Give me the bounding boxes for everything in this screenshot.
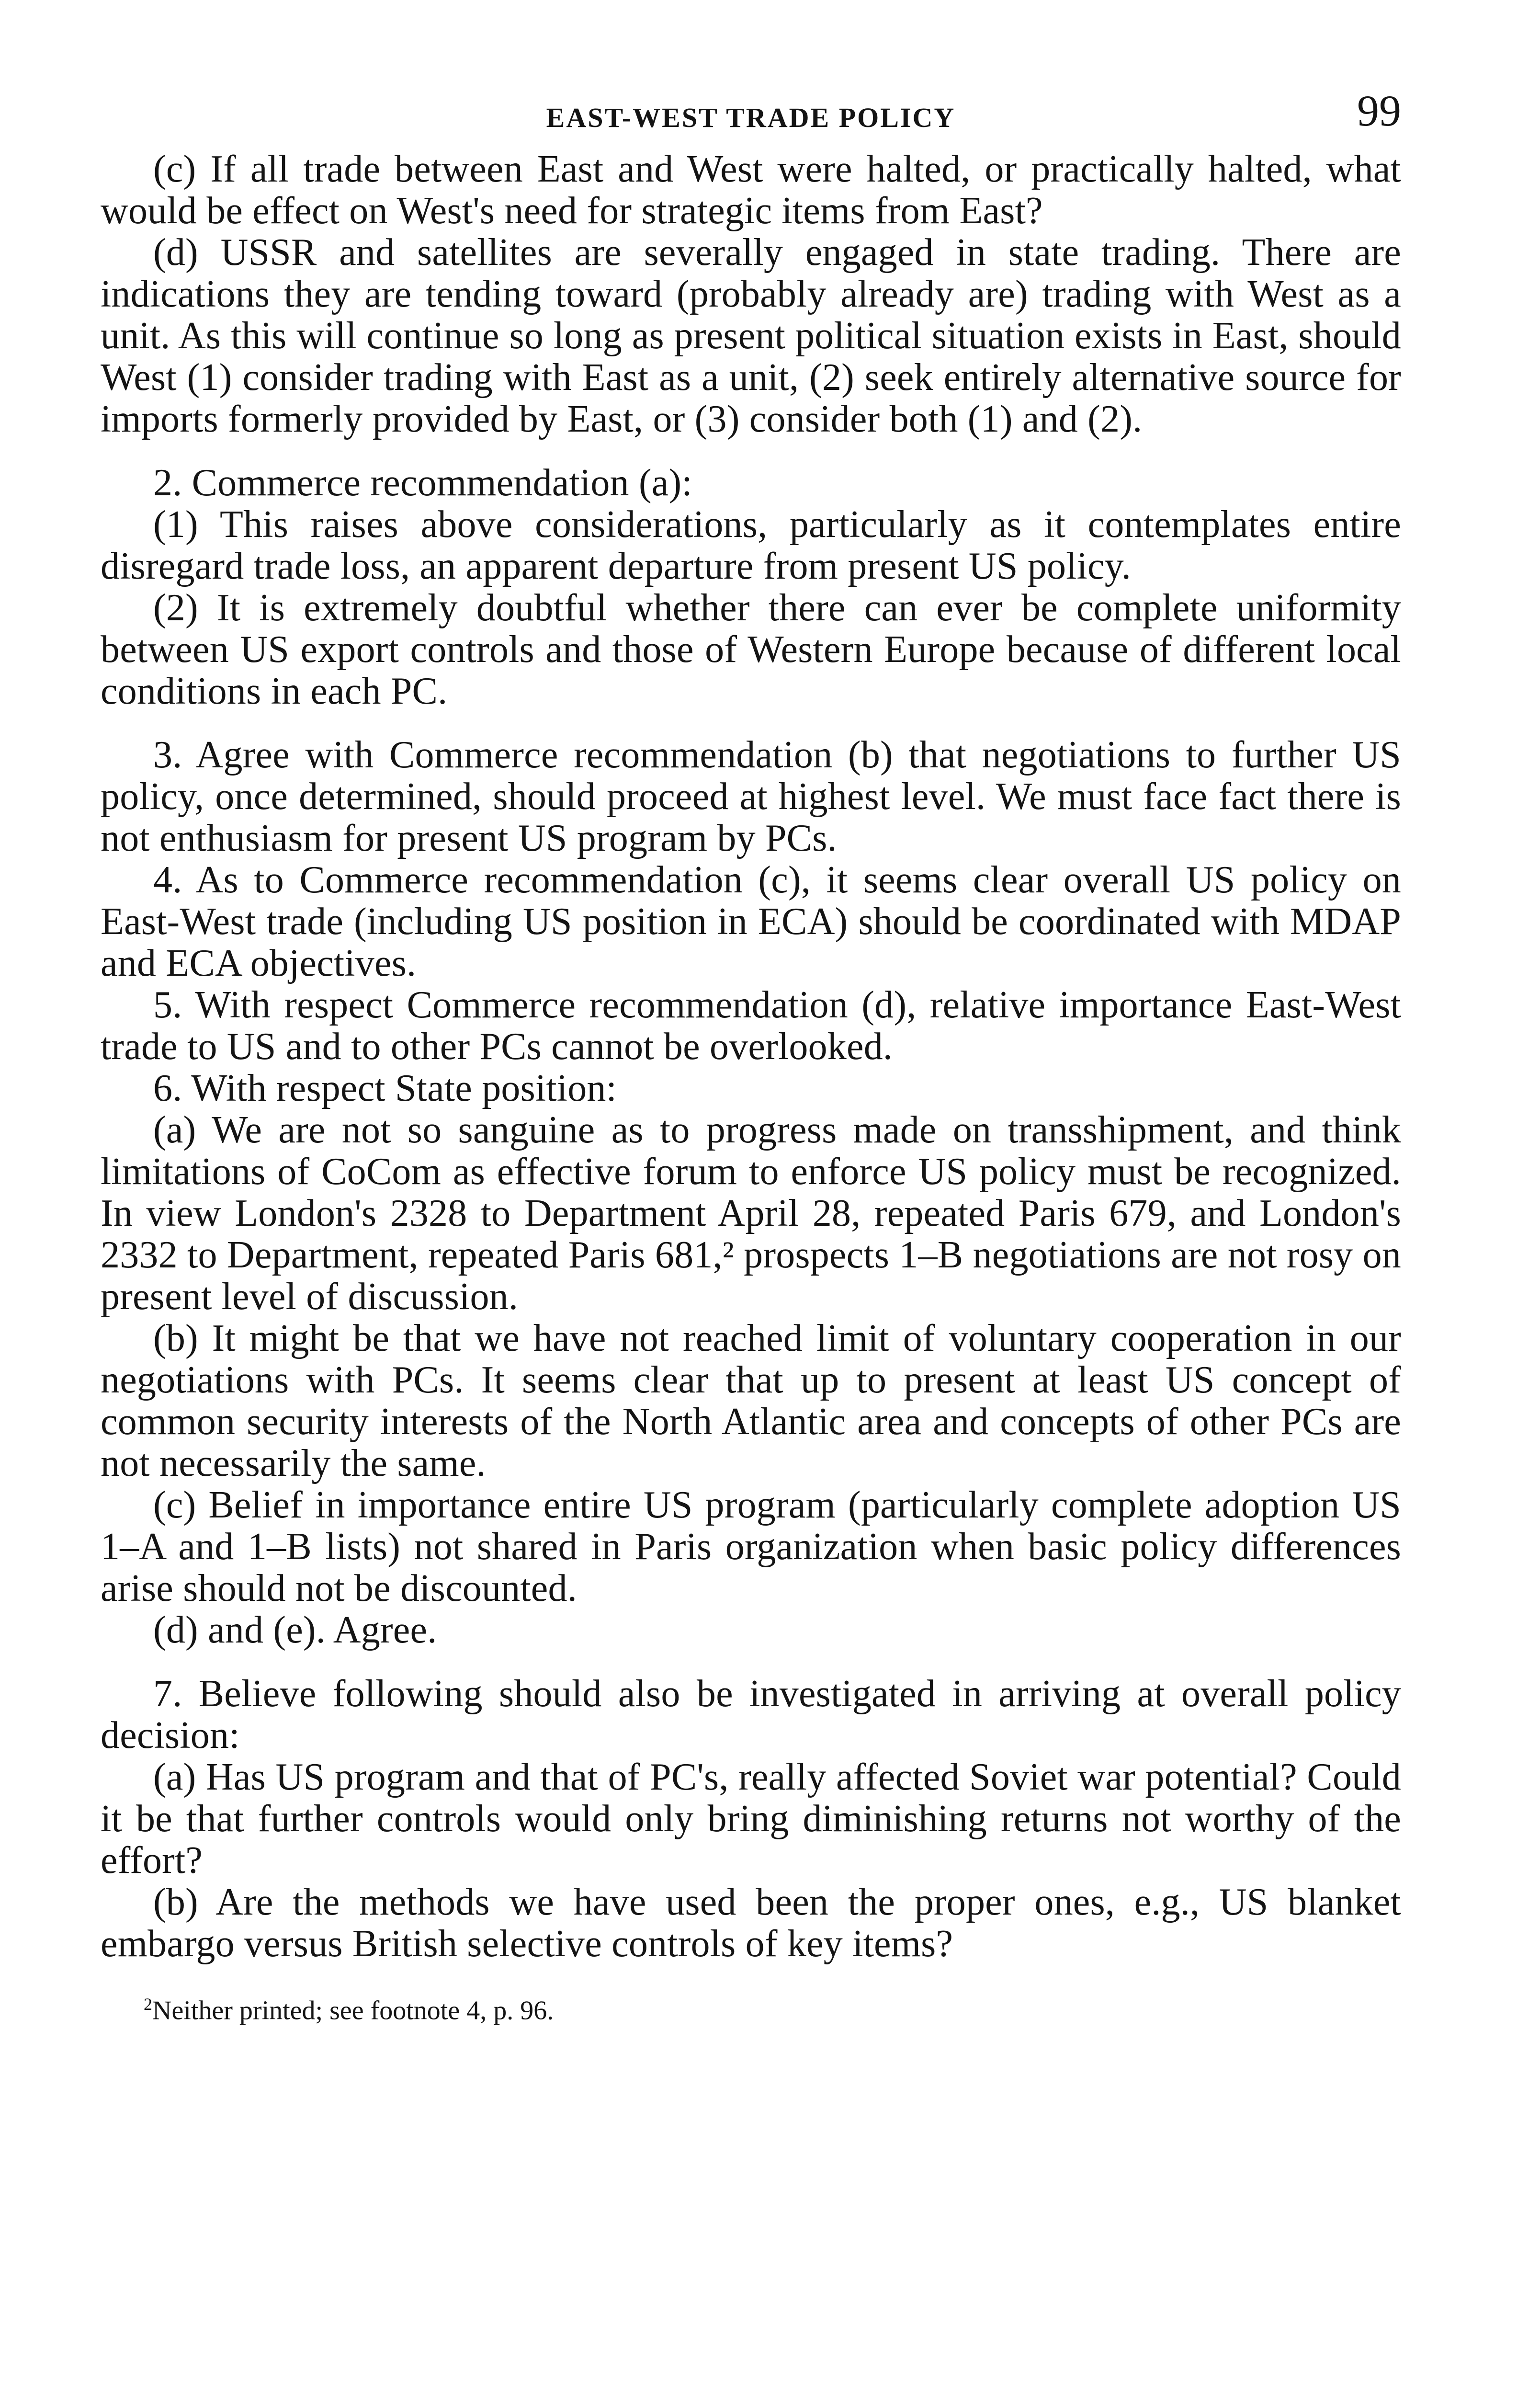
paragraph-1d: (d) USSR and satellites are severally engaged in state trading. There are indications they are tending toward (probably already are) trading with West as a unit. As this will continue so long as present political situation exists in East, should West (1) consider trading with East as a unit, (2) seek entirely alternative source for imports formerly provided by East, or (3) consider both (1) and (2).: [101, 231, 1401, 440]
paragraph-1c: (c) If all trade between East and West were halted, or practically halted, what would be effect on West's need for strategic items from East?: [101, 148, 1401, 232]
running-title: EAST-WEST TRADE POLICY: [546, 102, 956, 133]
paragraph-6: 6. With respect State position:: [153, 1067, 617, 1109]
paragraph-5: 5. With respect Commerce recommendation (d), relative importance East-West trade to US and to other PCs cannot be overlooked.: [101, 984, 1401, 1068]
paragraph-4: 4. As to Commerce recommendation (c), it seems clear overall US policy on East-West trade (including US position in ECA) should be coordinated with MDAP and ECA objectives.: [101, 859, 1401, 984]
body-text: [101, 148, 1401, 1965]
paragraph-6c: (c) Belief in importance entire US program (particularly complete adoption US 1–A and 1–B lists) not shared in Paris organization when basic policy differences arise should not be discounted.: [101, 1484, 1401, 1609]
paragraph-6a: (a) We are not so sanguine as to progress made on transshipment, and think limitations of CoCom as effective forum to enforce US policy must be recognized. In view London's 2328 to Department April 28, repeated Paris 679, and London's 2332 to Department, repeated Paris 681,² prospects 1–B negotiations are not rosy on present level of discussion.: [101, 1109, 1401, 1318]
paragraph-7b: (b) Are the methods we have used been the proper ones, e.g., US blanket embargo versus British selective controls of key items?: [101, 1881, 1401, 1965]
paragraph-2: 2. Commerce recommendation (a):: [153, 462, 692, 504]
page-header: [101, 72, 1401, 148]
paragraph-3: 3. Agree with Commerce recommendation (b) that negotiations to further US policy, once determined, should proceed at highest level. We must face fact there is not enthusiasm for present US program by PCs.: [101, 734, 1401, 859]
footnote-text: Neither printed; see footnote 4, p. 96.: [152, 1996, 554, 2026]
paragraph-7: 7. Believe following should also be investigated in arriving at overall policy decision:: [101, 1673, 1401, 1756]
paragraph-7a: (a) Has US program and that of PC's, really affected Soviet war potential? Could it be that further controls would only bring diminishing returns not worthy of the effort?: [101, 1756, 1401, 1882]
paragraph-2-1: (1) This raises above considerations, particularly as it contemplates entire disregard trade loss, an apparent departure from present US policy.: [101, 503, 1401, 587]
footnote: [101, 1989, 1401, 2026]
footnote-marker: 2: [144, 1995, 152, 2014]
page-number: 99: [1357, 86, 1401, 135]
paragraph-6b: (b) It might be that we have not reached limit of voluntary cooperation in our negotiations with PCs. It seems clear that up to present at least US concept of common security interests of the North Atlantic area and concepts of other PCs are not necessarily the same.: [101, 1317, 1401, 1484]
paragraph-6d: (d) and (e). Agree.: [153, 1609, 437, 1651]
paragraph-2-2: (2) It is extremely doubtful whether there can ever be complete uniformity between US export controls and those of Western Europe because of different local conditions in each PC.: [101, 587, 1401, 712]
